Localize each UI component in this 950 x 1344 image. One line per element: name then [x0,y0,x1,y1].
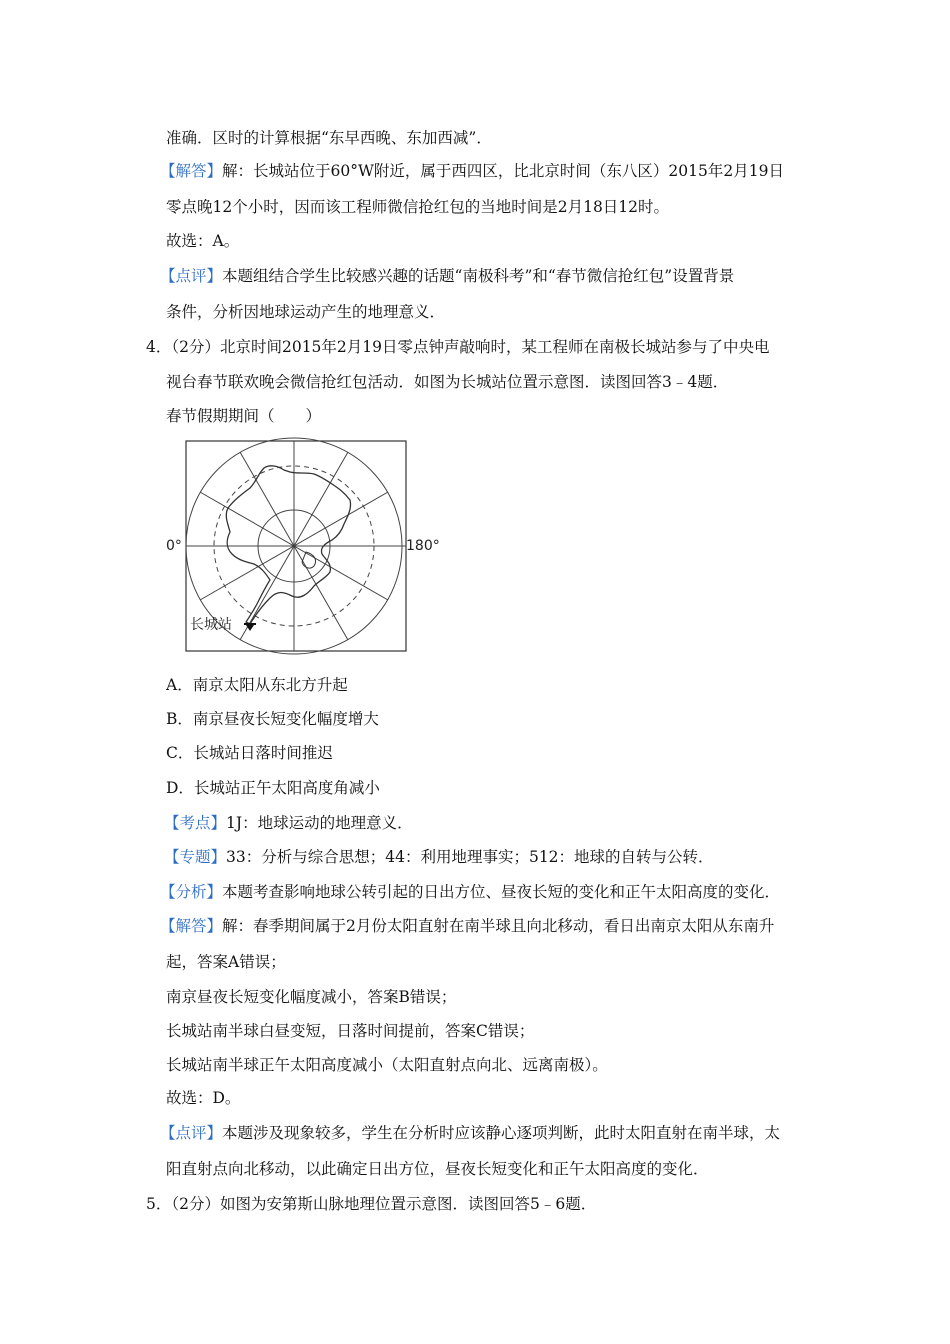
q4-stem-cont: 视台春节联欢晚会微信抢红包活动．如图为长城站位置示意图．读图回答3﹣4题． [166,373,729,391]
option-c: C．长城站日落时间推迟 [166,744,333,762]
fenxi-text: 本题考查影响地球公转引起的日出方位、昼夜长短的变化和正午太阳高度的变化． [222,883,781,901]
q4-choice: 故选：D。 [166,1089,241,1107]
prev-comment [160,266,734,286]
option-a: A．南京太阳从东北方升起 [166,676,348,694]
fenxi-tag: 【分析】 [160,883,223,901]
prev-choice: 故选：A。 [166,232,240,250]
prev-comment-cont: 条件，分析因地球运动产生的地理意义． [166,303,446,321]
option-b: B．南京昼夜长短变化幅度增大 [166,710,379,728]
q4-stem-question: 春节假期期间（ ） [166,407,322,425]
fenxi [160,882,780,902]
q4-comment-tag: 【点评】 [160,1124,223,1142]
kaodian-text: 1J：地球运动的地理意义． [226,814,413,832]
zhuanti-text: 33：分析与综合思想；44：利用地理事实；512：地球的自转与公转． [226,848,714,866]
longitude-0-label: 0° [166,538,182,554]
answer-tag: 【解答】 [160,162,223,180]
option-d: D．长城站正午太阳高度角减小 [166,779,380,797]
zhuanti [164,847,714,867]
q4-answer [160,916,774,936]
q4-comment-cont: 阳直射点向北移动，以此确定日出方位，昼夜长短变化和正午太阳高度的变化． [166,1160,709,1178]
q4-answer-line3: 南京昼夜长短变化幅度减小，答案B错误； [166,988,457,1006]
prev-solution-line: 准确．区时的计算根据“东早西晚、东加西减”． [166,129,492,147]
q4-answer-line4: 长城站南半球白昼变短，日落时间提前，答案C错误； [166,1022,535,1040]
kaodian [164,813,413,833]
q4-stem: 4．（2分）北京时间2015年2月19日零点钟声敲响时，某工程师在南极长城站参与了中央电 [146,338,770,356]
comment-text: 本题组结合学生比较感兴趣的话题“南极科考”和“春节微信抢红包”设置背景 [222,267,735,285]
q4-answer-line2: 起，答案A错误； [166,953,286,971]
station-location-map [166,436,446,658]
q4-answer-text: 解：春季期间属于2月份太阳直射在南半球且向北移动，看日出南京太阳从东南升 [222,917,775,935]
prev-answer-cont: 零点晚12个小时，因而该工程师微信抢红包的当地时间是2月18日12时。 [166,198,670,216]
zhuanti-tag: 【专题】 [164,848,227,866]
prev-answer [160,161,784,181]
longitude-180-label: 180° [406,538,440,554]
q4-answer-line5: 长城站南半球正午太阳高度减小（太阳直射点向北、远离南极）。 [166,1056,608,1074]
q4-comment [160,1123,780,1143]
q4-answer-tag: 【解答】 [160,917,223,935]
comment-tag: 【点评】 [160,267,223,285]
kaodian-tag: 【考点】 [164,814,227,832]
answer-text: 解：长城站位于60°W附近，属于西四区，比北京时间（东八区）2015年2月19日 [222,162,784,180]
station-label: 长城站 [190,617,232,633]
q4-comment-text: 本题涉及现象较多，学生在分析时应该静心逐项判断，此时太阳直射在南半球，太 [222,1124,781,1142]
q5-stem: 5．（2分）如图为安第斯山脉地理位置示意图．读图回答5﹣6题． [146,1195,597,1213]
